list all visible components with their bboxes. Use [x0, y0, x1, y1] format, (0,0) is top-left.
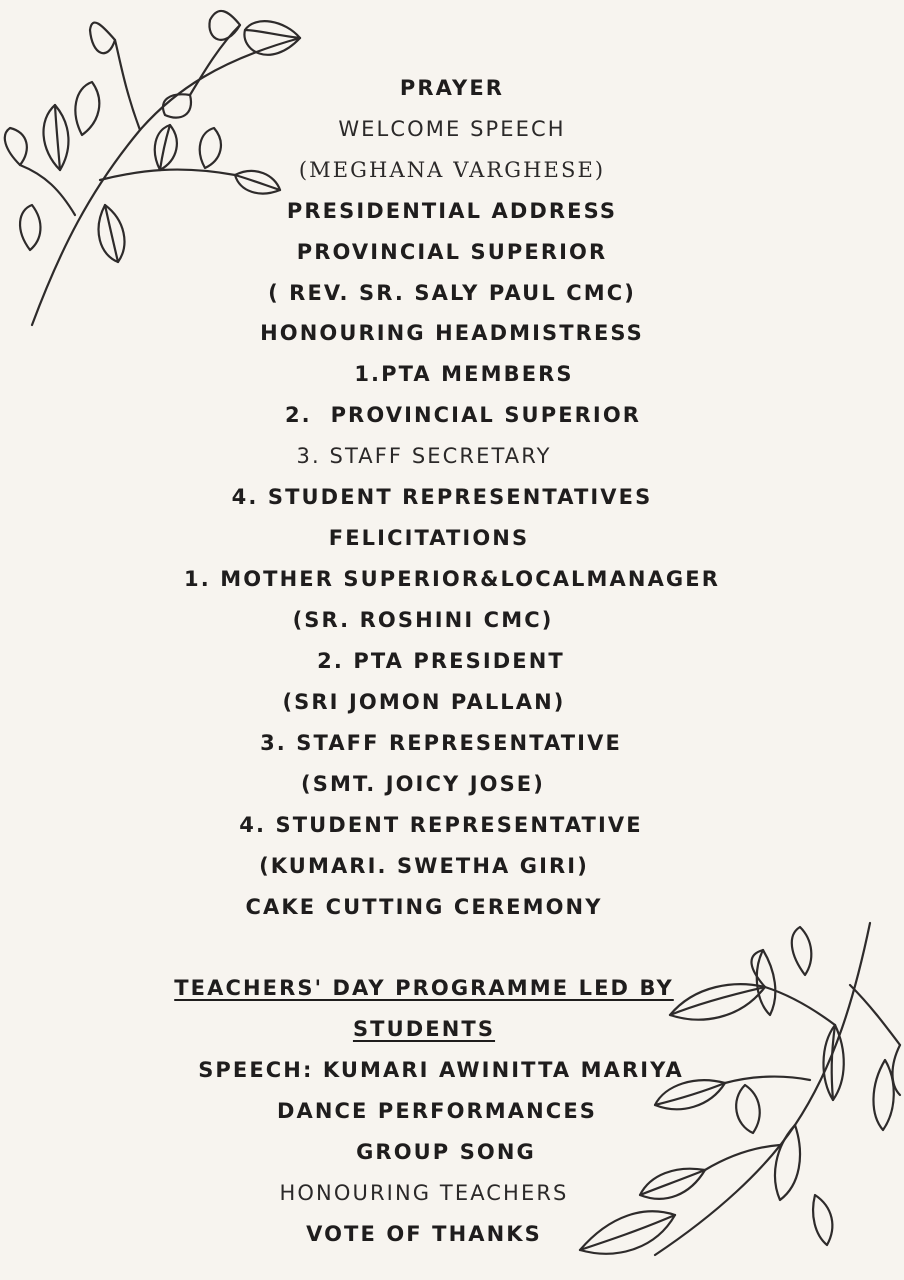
programme-item-student-representative-name: (KUMARI. SWETHA GIRI): [259, 854, 589, 878]
programme-item-felicitations: FELICITATIONS: [328, 526, 530, 550]
programme-item-mother-superior: 1. MOTHER SUPERIOR&LOCALMANAGER: [184, 567, 720, 591]
programme-item-provincial-superior-2: 2. PROVINCIAL SUPERIOR: [284, 403, 642, 427]
programme-item-student-representative: 4. STUDENT REPRESENTATIVE: [239, 813, 643, 837]
programme-item-staff-secretary: 3. STAFF SECRETARY: [296, 444, 552, 468]
programme-item-welcome-speaker: (MEGHANA VARGHESE): [298, 158, 606, 182]
student-item-honouring-teachers: HONOURING TEACHERS: [279, 1181, 569, 1205]
programme-item-pta-president: 2. PTA PRESIDENT: [317, 649, 565, 673]
programme-item-staff-representative-name: (SMT. JOICY JOSE): [301, 772, 545, 796]
programme-item-cake-cutting: CAKE CUTTING CEREMONY: [245, 895, 603, 919]
programme-item-welcome-speech: WELCOME SPEECH: [338, 117, 566, 141]
student-item-speech: SPEECH: KUMARI AWINITTA MARIYA: [198, 1058, 684, 1082]
programme-item-pta-members: 1.PTA MEMBERS: [354, 362, 574, 386]
student-item-group-song: GROUP SONG: [356, 1140, 536, 1164]
student-section-heading: TEACHERS' DAY PROGRAMME LED BY: [174, 976, 674, 1000]
programme-item-student-representatives: 4. STUDENT REPRESENTATIVES: [231, 485, 653, 509]
student-section-heading-2: STUDENTS: [352, 1017, 496, 1041]
programme-item-presidential-address: PRESIDENTIAL ADDRESS: [286, 199, 618, 223]
programme-item-provincial-superior-name: ( REV. SR. SALY PAUL CMC): [268, 281, 636, 305]
student-item-vote-of-thanks: VOTE OF THANKS: [306, 1222, 542, 1246]
programme-item-staff-representative: 3. STAFF REPRESENTATIVE: [260, 731, 622, 755]
programme-item-mother-superior-name: (SR. ROSHINI CMC): [292, 608, 554, 632]
programme-item-provincial-superior: PROVINCIAL SUPERIOR: [296, 240, 608, 264]
programme-item-prayer: PRAYER: [399, 76, 505, 100]
programme-item-pta-president-name: (SRI JOMON PALLAN): [282, 690, 566, 714]
student-item-dance: DANCE PERFORMANCES: [276, 1099, 597, 1123]
programme-item-honouring-headmistress: HONOURING HEADMISTRESS: [260, 321, 644, 345]
